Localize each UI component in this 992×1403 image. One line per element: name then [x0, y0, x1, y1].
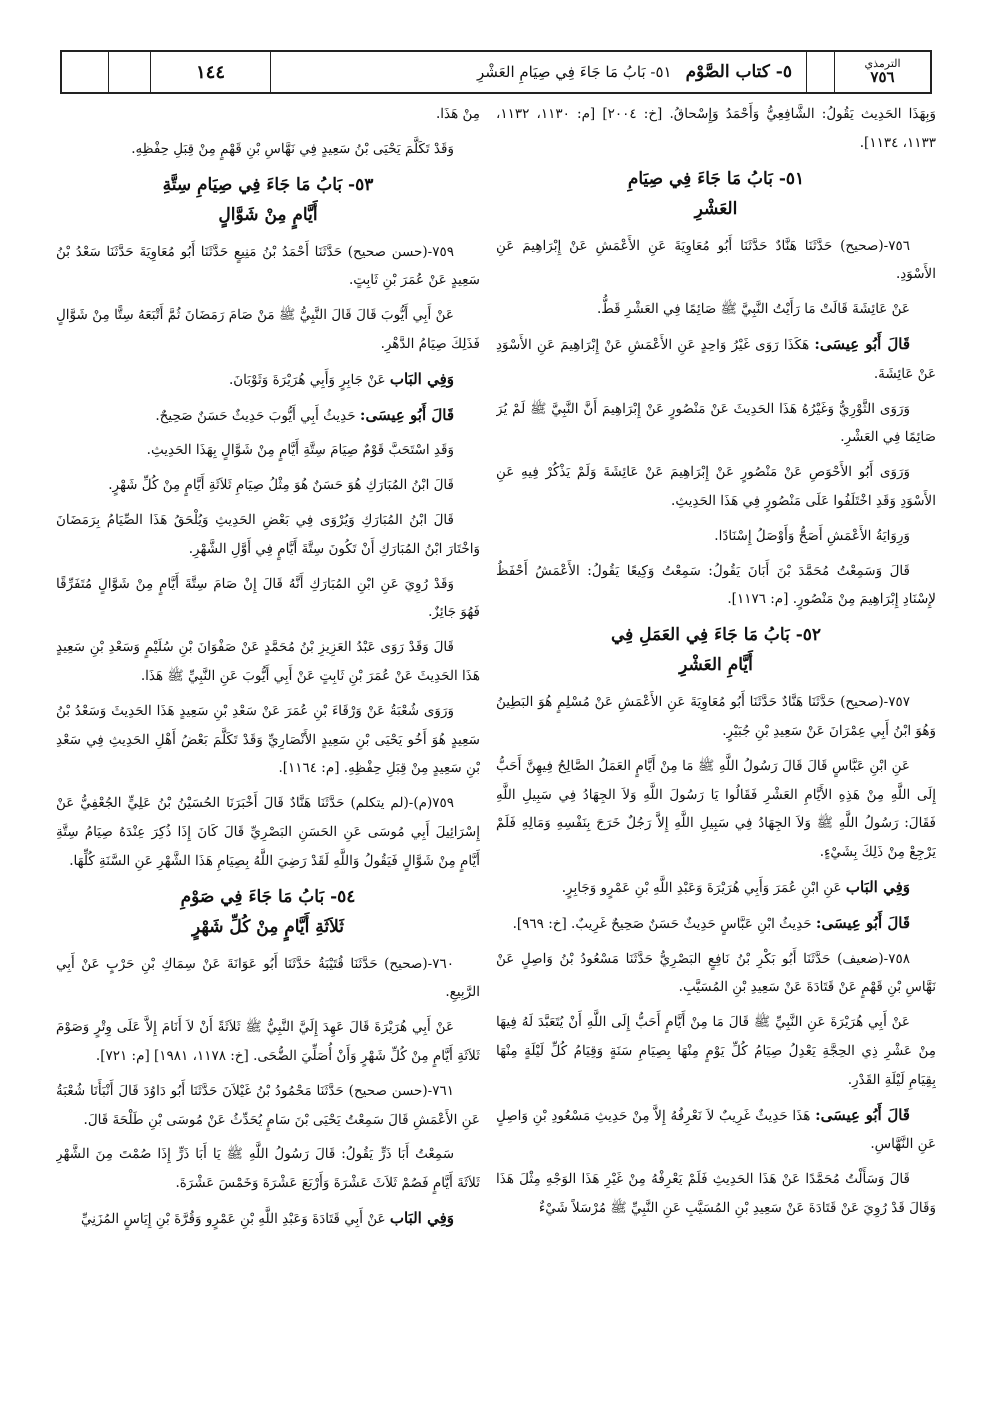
hadith-758-text: عَنْ أَبِي هُرَيْرَةَ عَنِ النَّبِيِّ ﷺ قَالَ مَا مِنْ أَيَّامٍ أَحَبُّ إِلَى اللَّهِ أَنْ يُتَعَبَّدَ لَهُ فِيهَا مِنْ عَشْرِ ذِي الحِجَّةِ يَعْدِلُ صِيَامُ كُلِّ يَوْمٍ مِنْهَا بِصِيَامِ سَنَةٍ وَقِيَامُ كُلِّ لَيْلَةٍ مِنْهَا بِقِيَامِ لَيْلَةِ القَدْرِ. — [496, 1014, 936, 1088]
chapter-heading-54 — [56, 882, 480, 942]
source-cell — [834, 52, 930, 92]
header-empty-cell — [108, 52, 150, 92]
hadith-757-isnad: ٧٥٧-(صحيح) حَدَّثَنَا هَنَّادٌ حَدَّثَنَا أَبُو مُعَاوِيَةَ عَنِ الأَعْمَشِ عَنْ مُسْلِمٍ هُوَ البَطِينُ وَهُوَ ابْنُ أَبِي عِمْرَانَ عَنْ سَعِيدِ بْنِ جُبَيْرٍ. — [496, 694, 936, 739]
paragraph-text: هَذَا حَدِيثٌ غَرِيبٌ لاَ نَعْرِفُهُ إِلاَّ مِنْ حَدِيثِ مَسْعُودِ بْنِ وَاصِلٍ عَنِ النَّهَّاسِ. — [496, 1107, 936, 1153]
paragraph: وَرَوَى أَبُو الأَحْوَصِ عَنْ مَنْصُورٍ عَنْ إِبْرَاهِيمَ عَنْ عَائِشَةَ وَلَمْ يَذْكُرْ فِيهِ عَنِ الأَسْوَدِ وَقَدِ اخْتَلَفُوا عَلَى مَنْصُورٍ فِي هَذَا الحَدِيثِ. — [496, 464, 936, 509]
header-empty-cell — [62, 52, 108, 92]
chapter-heading-line: العَشْرِ — [694, 198, 738, 219]
paragraph: وَبِهَذَا الحَدِيث يَقُولُ: الشَّافِعِيُّ وَأَحْمَدُ وَإِسْحاقُ. [خ: ٢٠٠٤] [م: ١١٣٠، ١١٣٢، ١١٣٣، ١١٣٤]. — [496, 106, 936, 151]
chapter-heading-52 — [496, 620, 936, 680]
page-number: ١٤٤ — [150, 52, 270, 92]
page-header — [60, 50, 932, 94]
chapter-heading-51 — [496, 164, 936, 224]
hadith-760-isnad: ٧٦٠-(صحيح) حَدَّثَنَا قُتَيْبَةُ حَدَّثَنَا أَبُو عَوَانَةَ عَنْ سِمَاكِ بْنِ حَرْبٍ عَنْ أَبِي الرَّبِيعِ. — [56, 955, 480, 1001]
chapter-heading-line: ٥١- بَابُ مَا جَاءَ فِي صِيَامِ — [627, 168, 805, 189]
paragraph: قَالَ وَسَمِعْتُ مُحَمَّدَ بْنَ أَبَانَ يَقُولُ: سَمِعْتُ وَكِيعًا يَقُولُ: الأَعْمَشُ أَحْفَظُ لإِسْنَادِ إِبْرَاهِيمَ مِنْ مَنْصُورٍ. [م: ١١٧٦]. — [496, 562, 936, 608]
hadith-761-isnad: ٧٦١-(حسن صحيح) حَدَّثَنَا مَحْمُودُ بْنُ غَيْلاَنَ حَدَّثَنَا أَبُو دَاوُدَ قَالَ أَنْبَأَنَا شُعْبَةُ عَنِ الأَعْمَشِ قَالَ سَمِعْتُ يَحْيَى بْنَ سَامٍ يُحَدِّثُ عَنْ مُوسَى بْنِ طَلْحَةَ قَالَ. — [56, 1082, 480, 1128]
hadith-759-isnad: ٧٥٩-(حسن صحيح) حَدَّثَنَا أَحْمَدُ بْنُ مَنِيعٍ حَدَّثَنَا أَبُو مُعَاوِيَةَ حَدَّثَنَا سَعْدُ بْنُ سَعِيدٍ عَنْ عُمَرَ بْنِ ثَابِتٍ. — [56, 243, 480, 289]
chapter-heading-line: ثَلاَثَةِ أَيَّامٍ مِنْ كُلِّ شَهْرٍ — [191, 916, 345, 937]
hadith-756-text: عَنْ عَائِشَةَ قَالَتْ مَا رَأَيْتُ النَّبِيَّ ﷺ صَائِمًا فِي العَشْرِ قَطُّ. — [597, 301, 910, 318]
chapter-title: ٥١- بَابُ مَا جَاءَ فِي صِيَامِ العَشْرِ — [476, 63, 672, 81]
hadith-760-text: عَنْ أَبِي هُرَيْرَةَ قَالَ عَهِدَ إِلَيَّ النَّبِيُّ ﷺ ثَلاَثَةً أَنْ لاَ أَنَامَ إِلاَّ عَلَى وِتْرٍ وَصَوْمَ ثَلاَثَةِ أَيَّامٍ مِنْ كُلِّ شَهْرٍ وَأَنْ أُصَلِّيَ الضُّحَى. [خ: ١١٧٨، ١٩٨١] [م: ٧٢١]. — [56, 1019, 480, 1064]
hadith-761-text: سَمِعْتُ أَبَا ذَرٍّ يَقُولُ: قَالَ رَسُولُ اللَّهِ ﷺ يَا أَبَا ذَرٍّ إِذَا صُمْتَ مِنَ الشَّهْرِ ثَلاَثَةَ أَيَّامٍ فَصُمْ ثَلاَثَ عَشْرَةَ وَأَرْبَعَ عَشْرَةَ وَخَمْسَ عَشْرَةَ. — [56, 1146, 480, 1192]
chapter-heading-line: ٥٣- بَابُ مَا جَاءَ فِي صِيَامِ سِتَّةِ — [162, 174, 374, 195]
paragraph — [496, 873, 936, 903]
chapter-heading-53 — [56, 170, 480, 230]
paragraph-continuation: مِنْ هَذَا. — [435, 106, 480, 122]
abu-isa-keyword: قَالَ أَبُو عِيسَى: — [814, 334, 910, 353]
paragraph — [496, 330, 936, 389]
paragraph: وَرِوَايَةُ الأَعْمَشِ أَصَحُّ وَأَوْصَلُ إِسْنَادًا. — [714, 527, 910, 544]
paragraph: قَالَ وَسَأَلْتُ مُحَمَّدًا عَنْ هَذَا الحَدِيثِ فَلَمْ يَعْرِفْهُ مِنْ غَيْرِ هَذَا الوَجْهِ مِثْلَ هَذَا وَقَالَ قَدْ رُوِيَ عَنْ قَتَادَةَ عَنْ سَعِيدِ بْنِ المُسَيَّبِ عَنِ النَّبِيِّ ﷺ مُرْسَلاً شَيْءٌ — [496, 1171, 936, 1216]
hadith-758-isnad: ٧٥٨-(ضعيف) حَدَّثَنَا أَبُو بَكْرِ بْنُ نَافِعٍ البَصْرِيُّ حَدَّثَنَا مَسْعُودُ بْنُ وَاصِلٍ عَنْ نَهَّاسِ بْنِ قَهْمٍ عَنْ قَتَادَةَ عَنْ سَعِيدِ بْنِ المُسَيَّبِ. — [496, 950, 936, 996]
paragraph — [496, 1101, 936, 1160]
paragraph — [496, 909, 936, 939]
paragraph-text: عَنْ جَابِرٍ وَأَبِي هُرَيْرَةَ وَثَوْبَانَ. — [228, 371, 386, 388]
paragraph: وَقَدْ تَكَلَّمَ يَحْيَى بْنُ سَعِيدٍ فِي نَهَّاسِ بْنِ قَهْمٍ مِنْ قِبَلِ حِفْظِهِ. — [131, 140, 454, 157]
book-title: ٥- كتاب الصَّوْم — [685, 62, 792, 82]
chapter-heading-line: أَيَّامٍ مِنْ شَوَّالٍ — [218, 204, 318, 225]
paragraph-text: عَنِ ابْنِ عُمَرَ وَأَبِي هُرَيْرَةَ وَعَبْدِ اللَّهِ بْنِ عَمْرٍو وَجَابِرٍ. — [561, 879, 842, 896]
paragraph — [56, 365, 480, 395]
paragraph: قَالَ ابْنُ المُبَارَكِ هُوَ حَسَنٌ هُوَ مِثْلُ صِيَامِ ثَلاَثَةِ أَيَّامٍ مِنْ كُلِّ شَهْرٍ. — [108, 477, 454, 494]
wafi-albab-keyword: وَفِي البَاب — [389, 1208, 454, 1227]
paragraph — [56, 401, 480, 431]
chapter-heading-line: أَيَّامِ العَشْرِ — [679, 655, 753, 676]
abu-isa-keyword: قَالَ أَبُو عِيسَى: — [815, 913, 910, 932]
paragraph: وَرَوَى شُعْبَةُ عَنْ وَرْقَاءَ بْنِ عُمَرَ عَنْ سَعْدِ بْنِ سَعِيدٍ هَذَا الحَدِيثَ وَسَعْدُ بْنُ سَعِيدٍ هُوَ أَخُو يَحْيَى بْنِ سَعِيدٍ الأَنْصَارِيِّ وَقَدْ تَكَلَّمَ بَعْضُ أَهْلِ الحَدِيثِ فِي سَعْدِ بْنِ سَعِيدٍ مِنْ قِبَلِ حِفْظِهِ. [م: ١١٦٤]. — [56, 702, 480, 777]
paragraph-text: حَدِيثُ ابْنِ عَبَّاسٍ حَدِيثٌ حَسَنٌ صَحِيحٌ غَرِيبٌ. [خ: ٩٦٩]. — [512, 915, 812, 932]
header-empty-cell — [806, 52, 834, 92]
paragraph — [56, 1204, 480, 1234]
chapter-heading-line: ٥٤- بَابُ مَا جَاءَ فِي صَوْمِ — [180, 886, 356, 907]
hadith-756-isnad: ٧٥٦-(صحيح) حَدَّثَنَا هَنَّادٌ حَدَّثَنَا أَبُو مُعَاوِيَةَ عَنِ الأَعْمَشِ عَنْ إِبْرَاهِيمَ عَنِ الأَسْوَدِ. — [496, 237, 936, 283]
right-column — [496, 100, 936, 1380]
paragraph-text: حَدِيثُ أَبِي أَيُّوبَ حَدِيثٌ حَسَنٌ صَحِيحٌ. — [155, 407, 356, 424]
chapter-heading-line: ٥٢- بَابُ مَا جَاءَ فِي العَمَلِ فِي — [610, 625, 822, 646]
paragraph-text: هَكَذَا رَوَى غَيْرُ وَاحِدٍ عَنِ الأَعْمَشِ عَنْ إِبْرَاهِيمَ عَنِ الأَسْوَدِ عَنْ عَائِشَةَ. — [496, 336, 936, 382]
abu-isa-keyword: قَالَ أَبُو عِيسَى: — [815, 1105, 910, 1124]
source-label: الترمذي — [864, 57, 901, 71]
source-number: ٧٥٦ — [870, 67, 895, 86]
hadith-757-text: عَنِ ابْنِ عَبَّاسٍ قَالَ قَالَ رَسُولُ اللَّهِ ﷺ مَا مِنْ أَيَّامٍ العَمَلُ الصَّالِحُ فِيهِنَّ أَحَبُّ إِلَى اللَّهِ مِنْ هَذِهِ الأَيَّامِ العَشْرِ فَقَالُوا يَا رَسُولَ اللَّهِ وَلاَ الجِهَادُ فِي سَبِيلِ اللَّهِ فَقَالَ: رَسُولُ اللَّهِ ﷺ وَلاَ الجِهَادُ فِي سَبِيلِ اللَّهِ إِلاَّ رَجُلٌ خَرَجَ بِنَفْسِهِ وَمَالِهِ فَلَمْ يَرْجِعْ مِنْ ذَلِكَ بِشَيْءٍ. — [496, 757, 936, 861]
paragraph-text: عَنْ أَبِي قَتَادَةَ وَعَبْدِ اللَّهِ بْنِ عَمْرٍو وَقُرَّةَ بْنِ إِيَاسٍ المُزَنِيِّ — [80, 1210, 386, 1227]
paragraph: قَالَ وَقَدْ رَوَى عَبْدُ العَزِيزِ بْنُ مُحَمَّدٍ عَنْ صَفْوَانَ بْنِ سُلَيْمٍ وَسَعْدِ بْنِ سَعِيدٍ هَذَا الحَدِيثَ عَنْ عُمَرَ بْنِ ثَابِتٍ عَنْ أَبِي أَيُّوبَ عَنِ النَّبِيِّ ﷺ هَذَا. — [56, 639, 480, 684]
wafi-albab-keyword: وَفِي البَاب — [389, 369, 454, 388]
header-title-cell — [270, 52, 806, 92]
paragraph: وَرَوَى الثَّوْرِيُّ وَغَيْرُهُ هَذَا الحَدِيثَ عَنْ مَنْصُورٍ عَنْ إِبْرَاهِيمَ أَنَّ النَّبِيَّ ﷺ لَمْ يُرَ صَائِمًا فِي العَشْرِ. — [496, 400, 936, 446]
paragraph: وَقَدِ اسْتَحَبَّ قَوْمٌ صِيَامَ سِتَّةِ أَيَّامٍ مِنْ شَوَّالٍ بِهَذَا الحَدِيثِ. — [146, 442, 454, 459]
paragraph: وَقَدْ رُوِيَ عَنِ ابْنِ المُبَارَكِ أَنَّهُ قَالَ إِنْ صَامَ سِتَّةَ أَيَّامٍ مِنْ شَوَّالٍ مُتَفَرِّقًا فَهُوَ جَائِزٌ. — [56, 575, 480, 621]
left-column — [56, 100, 480, 1380]
hadith-759m: ٧٥٩(م)-(لم يتكلم) حَدَّثَنَا هَنَّادٌ قَالَ أَخْبَرَنَا الحُسَيْنُ بْنُ عَلِيٍّ الجُعْفِيُّ عَنْ إِسْرَائِيلَ أَبِي مُوسَى عَنِ الحَسَنِ البَصْرِيِّ قَالَ كَانَ إِذَا ذُكِرَ عِنْدَهُ صِيَامُ سِتَّةِ أَيَّامٍ مِنْ شَوَّالٍ فَيَقُولُ وَاللَّهِ لَقَدْ رَضِيَ اللَّهُ بِصِيَامِ هَذَا الشَّهْرِ عَنِ السَّنَةِ كُلِّهَا. — [56, 795, 480, 869]
abu-isa-keyword: قَالَ أَبُو عِيسَى: — [359, 405, 454, 424]
wafi-albab-keyword: وَفِي البَاب — [845, 877, 910, 896]
hadith-759-text: عَنْ أَبِي أَيُّوبَ قَالَ قَالَ النَّبِيُّ ﷺ مَنْ صَامَ رَمَضَانَ ثُمَّ أَتْبَعَهُ سِتًّا مِنْ شَوَّالٍ فَذَلِكَ صِيَامُ الدَّهْرِ. — [56, 307, 480, 352]
paragraph: قَالَ ابْنُ المُبَارَكِ وَيُرْوَى فِي بَعْضِ الحَدِيثِ وَيُلْحَقُ هَذَا الصِّيَامُ بِرَمَضَانَ وَاخْتَارَ ابْنُ المُبَارَكِ أَنْ تَكُونَ سِتَّةَ أَيَّامٍ فِي أَوَّلِ الشَّهْرِ. — [56, 511, 480, 557]
